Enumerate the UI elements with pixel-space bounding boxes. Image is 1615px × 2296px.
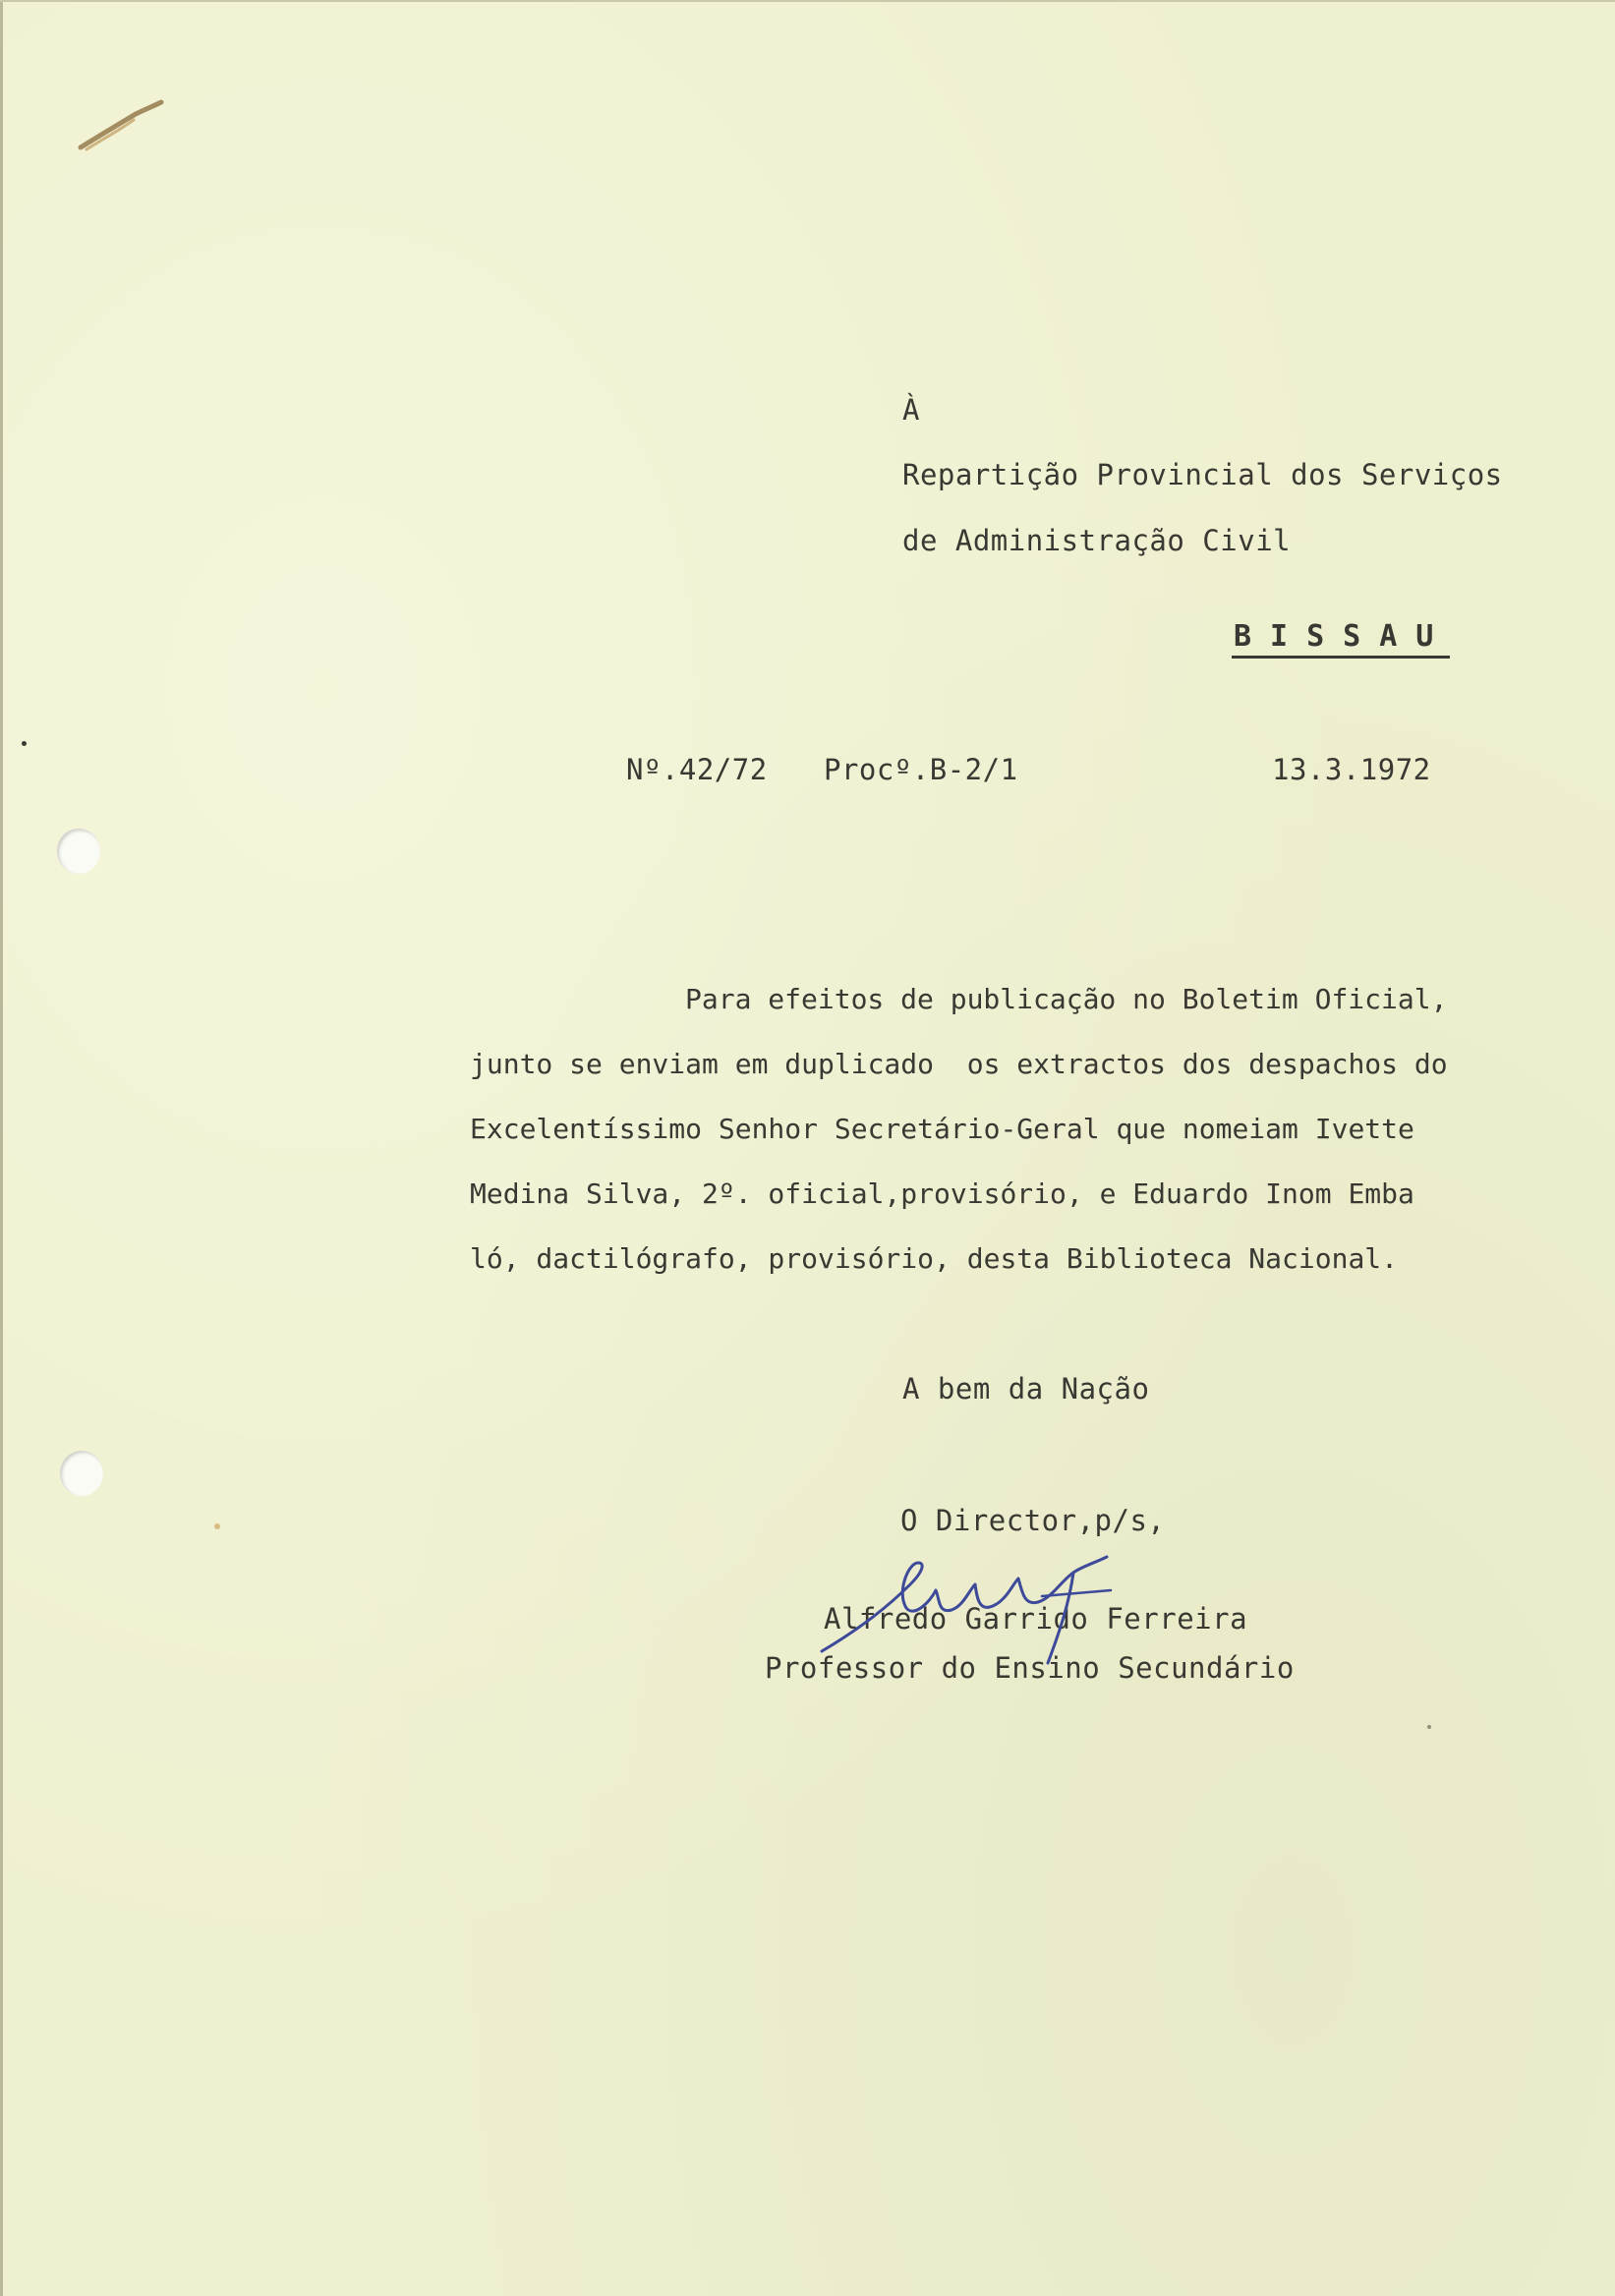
closing-salutation: A bem da Nação bbox=[902, 1372, 1150, 1406]
document-date: 13.3.1972 bbox=[1272, 753, 1431, 786]
addressee-line-2: de Administração Civil bbox=[902, 524, 1292, 557]
paper-stain-mark bbox=[77, 98, 165, 157]
punch-hole-top bbox=[57, 829, 100, 874]
paper-speck bbox=[1427, 1725, 1431, 1729]
signatory-position: Professor do Ensino Secundário bbox=[765, 1651, 1295, 1685]
punch-hole-bottom bbox=[60, 1451, 103, 1496]
paper-speck bbox=[22, 741, 27, 746]
reference-number: Nº.42/72 bbox=[626, 753, 768, 786]
handwritten-signature bbox=[816, 1533, 1229, 1671]
addressee-preposition: À bbox=[902, 393, 920, 427]
page-edge-top bbox=[0, 0, 1615, 2]
body-line-5: ló, dactilógrafo, provisório, desta Biblioteca Nacional. bbox=[470, 1242, 1399, 1275]
process-number: Procº.B-2/1 bbox=[824, 753, 1018, 786]
paper-speck bbox=[214, 1523, 220, 1529]
body-line-4: Medina Silva, 2º. oficial,provisório, e Eduardo Inom Emba bbox=[470, 1177, 1414, 1210]
signatory-name: Alfredo Garrido Ferreira bbox=[824, 1602, 1248, 1636]
addressee-line-1: Repartição Provincial dos Serviços bbox=[902, 458, 1503, 491]
signatory-title: O Director,p/s, bbox=[900, 1504, 1166, 1537]
addressee-city: BISSAU bbox=[1234, 619, 1453, 654]
page-edge-left bbox=[0, 0, 3, 2296]
body-line-1: Para efeitos de publicação no Boletim Oficial, bbox=[685, 983, 1448, 1015]
body-line-3: Excelentíssimo Senhor Secretário-Geral que nomeiam Ivette bbox=[470, 1113, 1414, 1145]
body-line-2: junto se enviam em duplicado os extractos dos despachos do bbox=[470, 1048, 1448, 1080]
city-underline bbox=[1232, 656, 1450, 659]
